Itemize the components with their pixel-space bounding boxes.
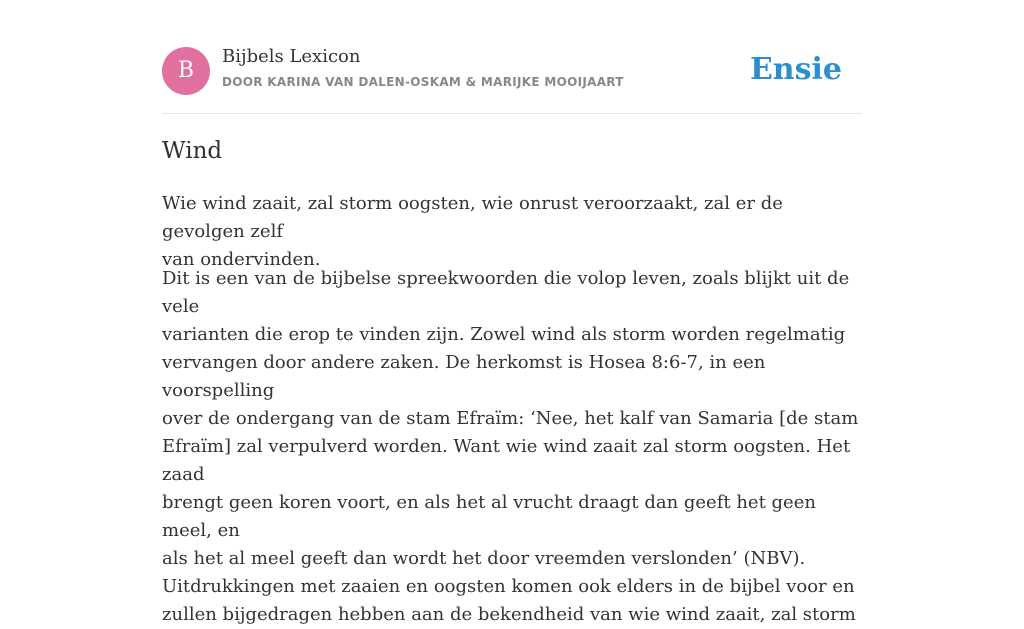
book-avatar[interactable]: B: [162, 47, 210, 95]
entry-title: Wind: [162, 138, 223, 164]
page: [162, 0, 862, 625]
header: [162, 0, 862, 114]
entry-paragraph-definition: Wie wind zaait, zal storm oogsten, wie onrust veroorzaakt, zal er de gevolgen zelf van ondervinden.: [162, 193, 783, 270]
authors-line: DOOR KARINA VAN DALEN-OSKAM & MARIJKE MOOIJAART: [222, 75, 624, 89]
entry-paragraph-explanation: Dit is een van de bijbelse spreekwoorden die volop leven, zoals blijkt uit de vele varianten die erop te vinden zijn. Zowel wind als storm worden regelmatig vervangen door andere zaken. De herkomst is Hosea 8:6-7, in een voorspelling over de ondergang van de stam Efraïm: ‘Nee, het kalf van Samaria [de stam Efraïm] zal verpulverd worden. Want wie wind zaait zal storm oogsten. Het zaad brengt geen koren voort, en als het al vrucht draagt dan geeft het geen meel, en als het al meel geeft dan wordt het door vreemden verslonden’ (NBV). Uitdrukkingen met zaaien en oogsten komen ook elders in de bijbel voor en zullen bijgedragen hebben aan de bekendheid van wie wind zaait, zal storm: [162, 268, 859, 625]
ensie-logo-link[interactable]: Ensie: [749, 52, 842, 87]
book-title-link[interactable]: Bijbels Lexicon: [222, 46, 361, 67]
